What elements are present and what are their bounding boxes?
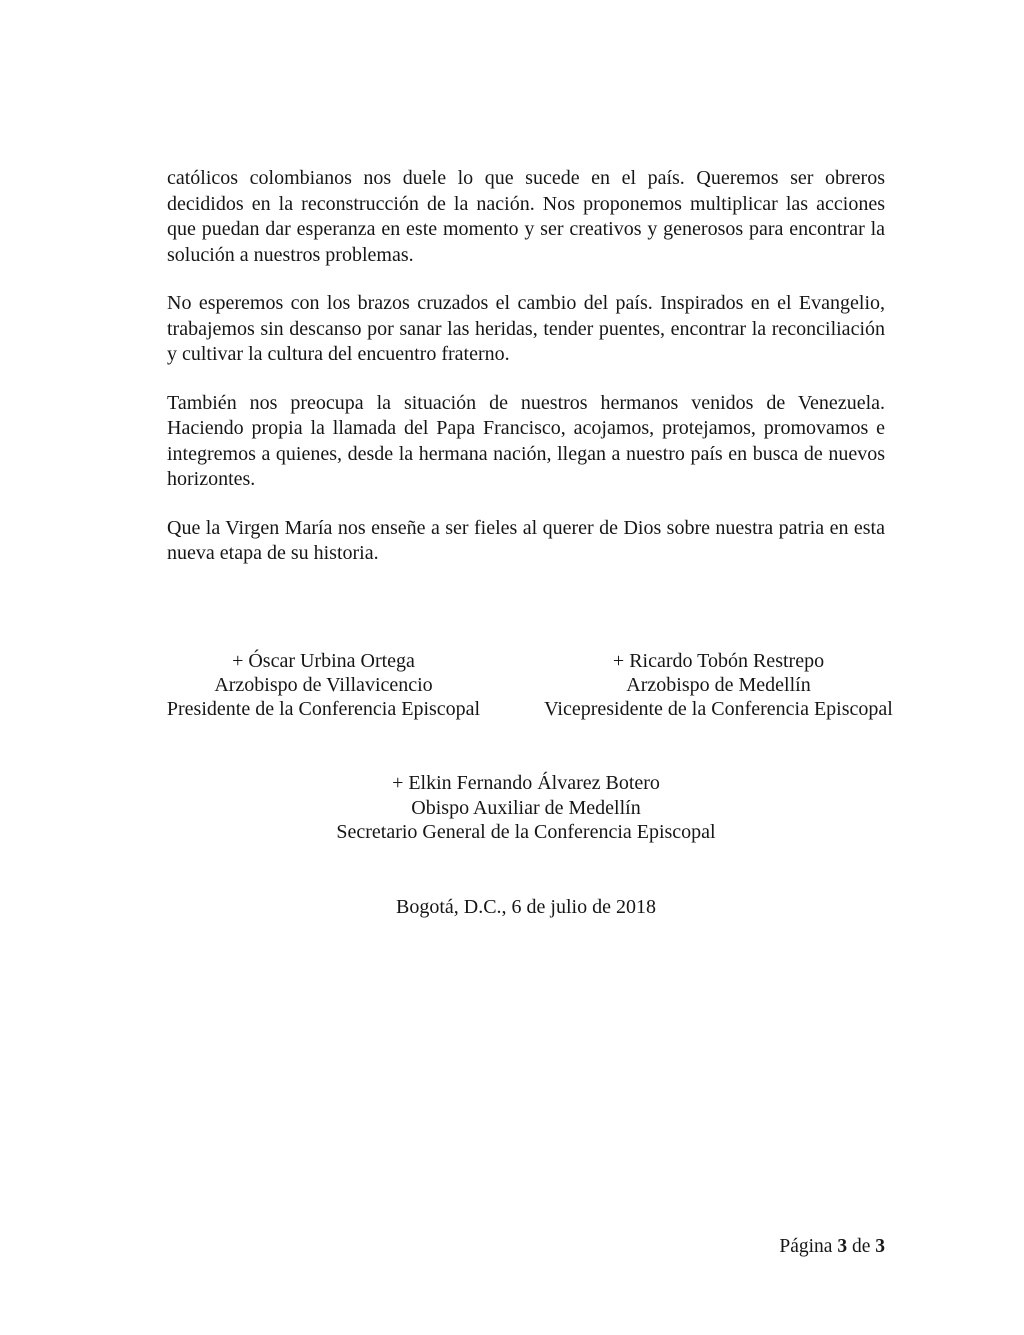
footer-label: Página <box>779 1236 838 1257</box>
signatory-name: + Ricardo Tobón Restrepo <box>612 650 825 672</box>
signatory-title: Arzobispo de Medellín <box>626 674 811 696</box>
signatory-role: Secretario General de la Conferencia Episcopal <box>336 821 716 843</box>
signatory-role: Vicepresidente de la Conferencia Episcopal <box>544 698 893 720</box>
signatory-title: Arzobispo de Villavicencio <box>214 674 433 696</box>
footer-separator: de <box>847 1236 876 1257</box>
signatory-name: + Óscar Urbina Ortega <box>232 650 415 672</box>
signatory-role: Presidente de la Conferencia Episcopal <box>166 698 481 720</box>
paragraph-1: católicos colombianos nos duele lo que sucede en el país. Queremos ser obreros decididos en la reconstrucción de la nación. Nos proponemos multiplicar las acciones que puedan dar esperanza en este momento y ser creativos y generosos para encontrar la solución a nuestros problemas. <box>167 167 885 266</box>
paragraph-3: También nos preocupa la situación de nuestros hermanos venidos de Venezuela. Haciendo propia la llamada del Papa Francisco, acojamos, protejamos, promovamos e integremos a quienes, desde la hermana nación, llegan a nuestro país en busca de nuevos horizontes. <box>167 391 885 490</box>
signatory-title: Obispo Auxiliar de Medellín <box>411 796 641 819</box>
signature-block-secretary <box>167 771 885 845</box>
signature-row <box>126 649 916 721</box>
page-footer <box>167 1235 885 1259</box>
signatory-name: + Elkin Fernando Álvarez Botero <box>392 772 660 794</box>
paragraph-4: Que la Virgen María nos enseñe a ser fieles al querer de Dios sobre nuestra patria en esta nueva etapa de su historia. <box>167 516 885 564</box>
signature-block-vicepresident <box>521 649 916 721</box>
footer-page-number: 3 <box>837 1236 848 1257</box>
paragraph-2: No esperemos con los brazos cruzados el cambio del país. Inspirados en el Evangelio, trabajemos sin descanso por sanar las heridas, tender puentes, encontrar la reconciliación y cultivar la cultura del encuentro fraterno. <box>167 292 885 365</box>
footer-total-pages: 3 <box>875 1236 885 1257</box>
dateline: Bogotá, D.C., 6 de julio de 2018 <box>396 896 656 918</box>
letter-body <box>167 166 885 590</box>
signature-block-president <box>126 649 521 721</box>
